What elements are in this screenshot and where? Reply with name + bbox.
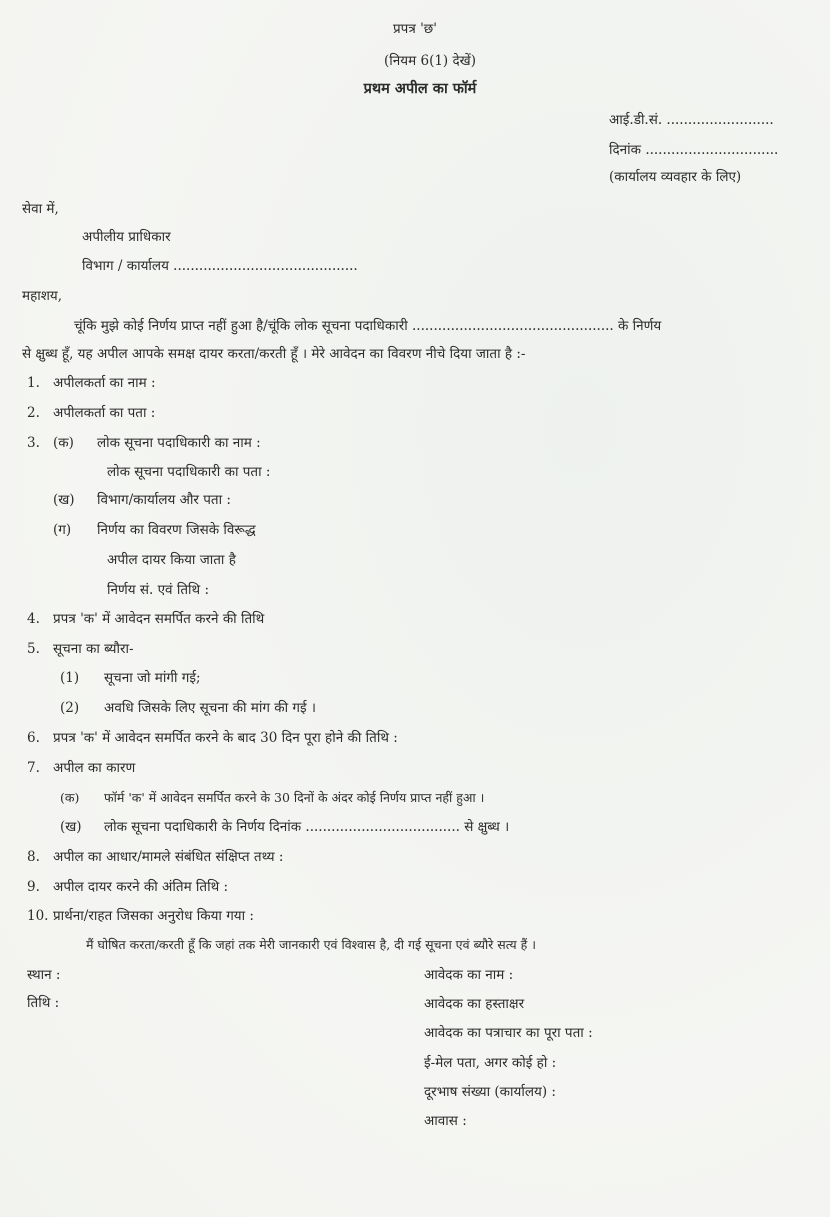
home-phone-field: आवास :: [424, 1113, 467, 1129]
list-item: 9. अपील दायर करने की अंतिम तिथि :: [27, 879, 229, 895]
form-title: प्रथम अपील का फॉर्म: [363, 80, 477, 97]
list-item: (2) अवधि जिसके लिए सूचना की मांग की गई ।: [60, 700, 317, 716]
item-3b-label: विभाग/कार्यालय और पता :: [97, 492, 231, 508]
item-5-label: सूचना का ब्यौरा-: [53, 641, 134, 657]
list-item: 2. अपीलकर्ता का पता :: [27, 405, 156, 421]
list-item: (क) फॉर्म 'क' में आवेदन समर्पित करने के 30 दिनों के अंदर कोई निर्णय प्राप्त नहीं हुआ ।: [60, 790, 485, 805]
applicant-name-field: आवेदक का नाम :: [424, 967, 514, 983]
list-item: 3. (क) लोक सूचना पदाधिकारी का नाम :: [27, 435, 261, 451]
item-3c-label: निर्णय का विवरण जिसके विरूद्ध: [97, 522, 256, 538]
office-id-field: आई.डी.सं. .........................: [609, 112, 774, 128]
appellate-authority: अपीलीय प्राधिकार: [82, 229, 171, 245]
list-item: 8. अपील का आधार/मामले संबंधित संक्षिप्त तथ्य :: [27, 849, 284, 865]
item-3c-label-2: अपील दायर किया जाता है: [107, 552, 236, 568]
list-item: (ख) विभाग/कार्यालय और पता :: [53, 492, 231, 508]
item-5-1-label: सूचना जो मांगी गई;: [104, 670, 201, 686]
item-2-label: अपीलकर्ता का पता :: [53, 405, 156, 421]
declaration: मैं घोषित करता/करती हूँ कि जहां तक मेरी जानकारी एवं विश्वास है, दी गई सूचना एवं ब्यौरे सत्य हैं ।: [86, 937, 536, 952]
applicant-signature-field: आवेदक का हस्ताक्षर: [424, 996, 525, 1012]
office-date-field: दिनांक ...............................: [609, 142, 779, 158]
list-item: 7. अपील का कारण: [27, 760, 136, 776]
salutation: महाशय,: [22, 288, 63, 304]
intro-line-2: से क्षुब्ध हूँ, यह अपील आपके समक्ष दायर करता/करती हूँ । मेरे आवेदन का विवरण नीचे दिया जाता है :-: [22, 346, 526, 362]
item-7-label: अपील का कारण: [53, 760, 136, 776]
item-7b-label: लोक सूचना पदाधिकारी के निर्णय दिनांक .................................... से क्षुब्ध ।: [104, 819, 510, 835]
item-3a-label: लोक सूचना पदाधिकारी का नाम :: [97, 435, 261, 451]
intro-line-1: चूंकि मुझे कोई निर्णय प्राप्त नहीं हुआ है/चूंकि लोक सूचना पदाधिकारी ............................................... के निर्णय: [74, 318, 662, 334]
rule-reference: (नियम 6(1) देखें): [384, 53, 476, 69]
list-item: 4. प्रपत्र 'क' में आवेदन समर्पित करने की तिथि: [27, 611, 265, 627]
department-line: विभाग / कार्यालय ...........................................: [82, 258, 358, 274]
place-field: स्थान :: [27, 967, 61, 983]
list-item: 1. अपीलकर्ता का नाम :: [27, 375, 156, 391]
item-1-label: अपीलकर्ता का नाम :: [53, 375, 156, 391]
office-use-note: (कार्यालय व्यवहार के लिए): [609, 169, 742, 185]
postal-address-field: आवेदक का पत्राचार का पूरा पता :: [424, 1025, 593, 1041]
list-item: (ख) लोक सूचना पदाधिकारी के निर्णय दिनांक .................................... से क्षुब्ध ।: [60, 819, 510, 835]
list-item: 5. सूचना का ब्यौरा-: [27, 641, 134, 657]
item-3a-label-2: लोक सूचना पदाधिकारी का पता :: [107, 464, 271, 480]
list-item: (ग) निर्णय का विवरण जिसके विरूद्ध: [53, 522, 256, 538]
date-field: तिथि :: [27, 995, 60, 1011]
item-3c-label-3: निर्णय सं. एवं तिथि :: [107, 582, 209, 598]
list-item: (1) सूचना जो मांगी गई;: [60, 670, 201, 686]
list-item: 10. प्रार्थना/राहत जिसका अनुरोध किया गया :: [27, 908, 254, 924]
item-8-label: अपील का आधार/मामले संबंधित संक्षिप्त तथ्य :: [53, 849, 284, 865]
email-field: ई-मेल पता, अगर कोई हो :: [424, 1055, 557, 1071]
item-4-label: प्रपत्र 'क' में आवेदन समर्पित करने की तिथि: [53, 611, 265, 627]
item-9-label: अपील दायर करने की अंतिम तिथि :: [53, 879, 229, 895]
to-line: सेवा में,: [22, 201, 59, 217]
office-phone-field: दूरभाष संख्या (कार्यालय) :: [424, 1084, 556, 1100]
list-item: 6. प्रपत्र 'क' में आवेदन समर्पित करने के बाद 30 दिन पूरा होने की तिथि :: [27, 730, 398, 746]
item-6-label: प्रपत्र 'क' में आवेदन समर्पित करने के बाद 30 दिन पूरा होने की तिथि :: [53, 730, 398, 746]
item-10-label: प्रार्थना/राहत जिसका अनुरोध किया गया :: [53, 908, 254, 924]
item-7a-label: फॉर्म 'क' में आवेदन समर्पित करने के 30 दिनों के अंदर कोई निर्णय प्राप्त नहीं हुआ ।: [104, 790, 485, 805]
item-5-2-label: अवधि जिसके लिए सूचना की मांग की गई ।: [104, 700, 317, 716]
form-number: प्रपत्र 'छ': [393, 21, 437, 37]
